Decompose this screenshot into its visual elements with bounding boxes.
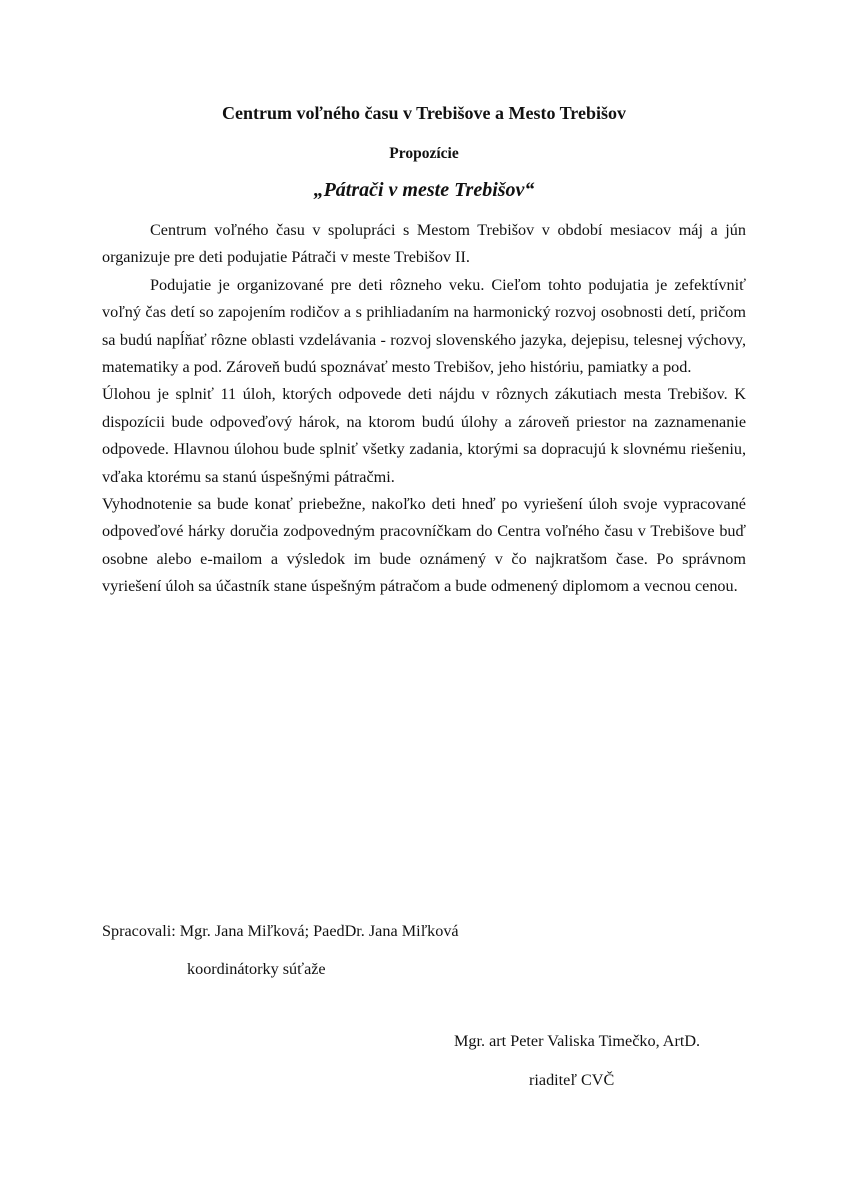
- director-name: Mgr. art Peter Valiska Timečko, ArtD.: [454, 1032, 701, 1050]
- prepared-by-line: Spracovali: Mgr. Jana Miľková; PaedDr. Jana Miľková: [102, 922, 459, 940]
- body-text: [102, 217, 746, 601]
- document-type-heading: Propozície: [389, 145, 459, 162]
- organizers-heading: Centrum voľného času v Trebišove a Mesto Trebišov: [222, 103, 626, 123]
- paragraph-evaluation: Vyhodnotenie sa bude konať priebežne, nakoľko deti hneď po vyriešení úloh svoje vypracované odpoveďové hárky doručia zodpovedným pracovníčkam do Centra voľného času v Trebišove buď osobne alebo e-mailom a výsledok im bude oznámený v čo najkratšom čase. Po správnom vyriešení úloh sa účastník stane úspešným pátračom a bude odmenený diplomom a vecnou cenou.: [102, 495, 746, 596]
- paragraph-goals: Podujatie je organizované pre deti rôzneho veku. Cieľom tohto podujatia je zefektívniť voľný čas detí so zapojením rodičov a s prihliadaním na harmonický rozvoj osobnosti detí, pričom sa budú napĺňať rôzne oblasti vzdelávania - rozvoj slovenského jazyka, dejepisu, telesnej výchovy, matematiky a pod. Zároveň budú spoznávať mesto Trebišov, jeho históriu, pamiatky a pod.: [102, 275, 746, 377]
- event-title: „Pátrači v meste Trebišov“: [313, 179, 535, 201]
- paragraph-tasks: Úlohou je splniť 11 úloh, ktorých odpovede deti nájdu v rôznych zákutiach mesta Trebišov. K dispozícii bude odpoveďový hárok, na ktorom budú úlohy a zároveň priestor na zaznamenanie odpovede. Hlavnou úlohou bude splniť všetky zadania, ktorými sa dopracujú k slovnému riešeniu, vďaka ktorému sa stanú úspešnými pátračmi.: [102, 385, 746, 486]
- prepared-by-role: koordinátorky súťaže: [187, 960, 326, 978]
- paragraph-intro: Centrum voľného času v spolupráci s Mestom Trebišov v období mesiacov máj a jún organizuje pre deti podujatie Pátrači v meste Trebišov II.: [102, 221, 746, 267]
- director-role: riaditeľ CVČ: [529, 1071, 615, 1089]
